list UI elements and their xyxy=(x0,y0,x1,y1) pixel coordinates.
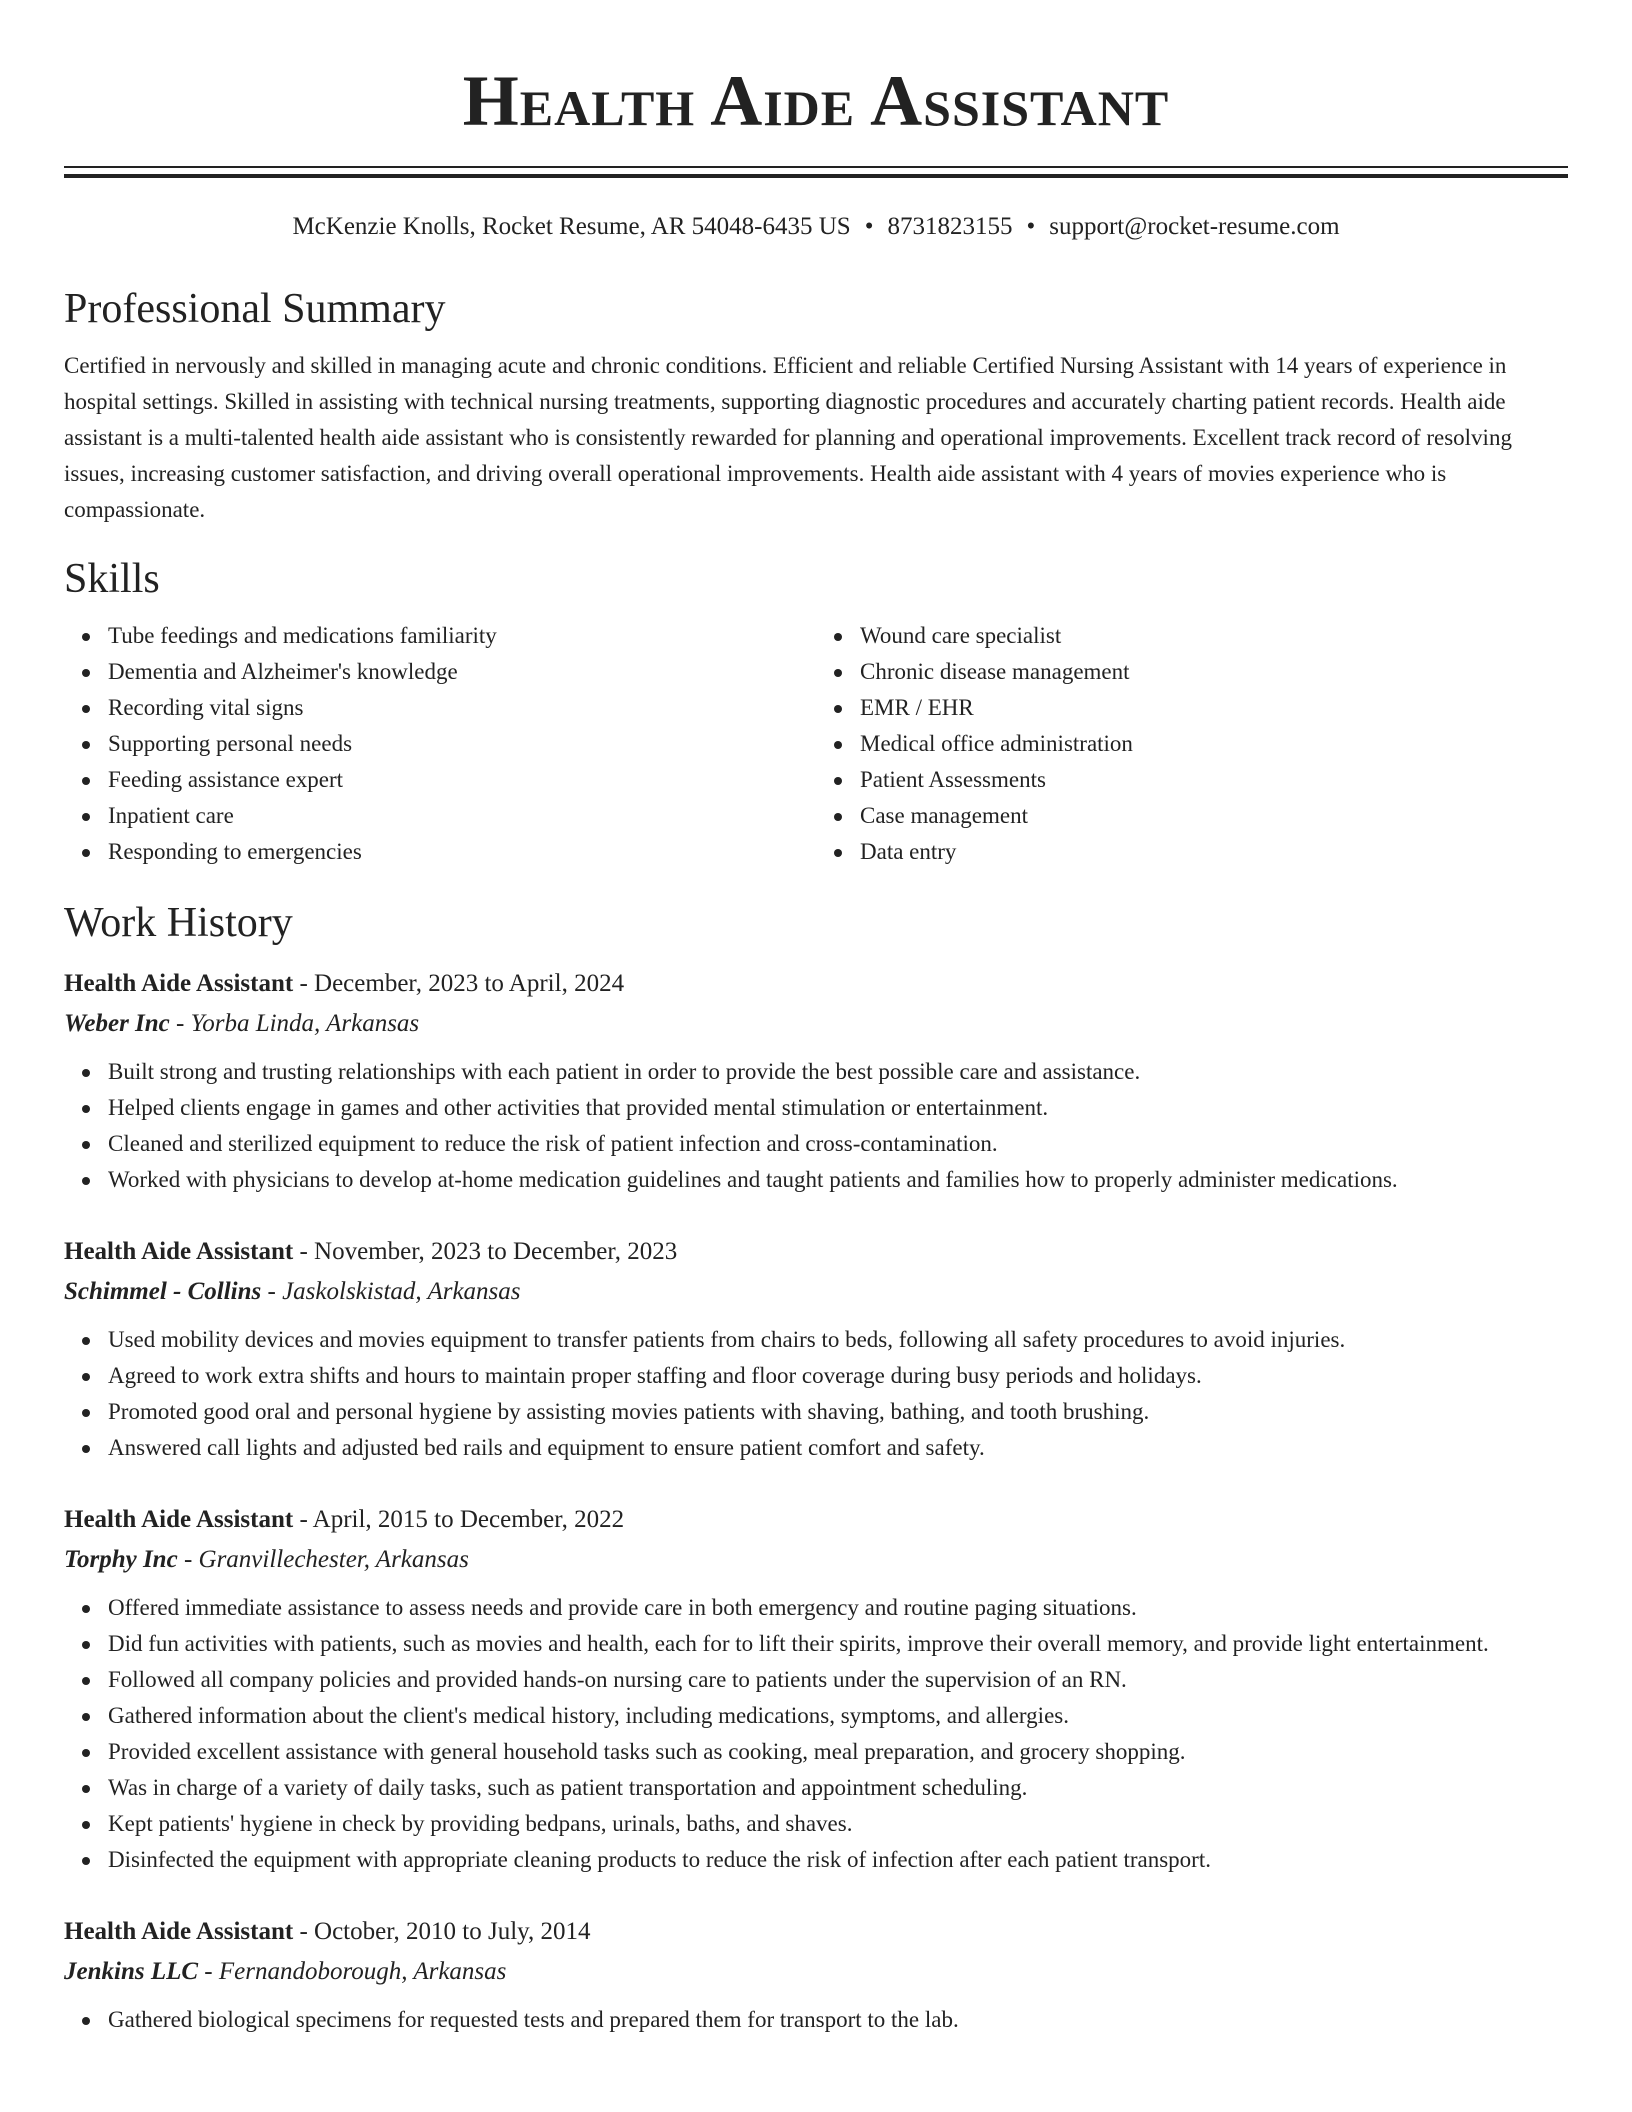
job-title: Health Aide Assistant xyxy=(64,970,294,997)
skill-item: Responding to emergencies xyxy=(108,834,816,870)
job-entry xyxy=(64,964,1568,1198)
contact-email: support@rocket-resume.com xyxy=(1049,213,1340,240)
company-location: - Granvillechester, Arkansas xyxy=(177,1546,469,1573)
work-history-heading: Work History xyxy=(64,900,293,946)
summary-text: Certified in nervously and skilled in managing acute and chronic conditions. Efficient and reliable Certified Nursing Assistant with 14 years of experience in hospital settings. Skilled in assisting with technical nursing treatments, supporting diagnostic procedures and accurately charting patient records. Health aide assistant is a multi-talented health aide assistant who is consistently rewarded for planning and operational improvements. Excellent track record of resolving issues, increasing customer satisfaction, and driving overall operational improvements. Health aide assistant with 4 years of movies experience who is compassionate. xyxy=(64,353,1512,522)
company-location: - Yorba Linda, Arkansas xyxy=(169,1010,420,1037)
skill-item: Dementia and Alzheimer's knowledge xyxy=(108,654,816,690)
job-title: Health Aide Assistant xyxy=(64,1238,294,1265)
resume-title: Health Aide Assistant xyxy=(462,61,1170,141)
company-location: - Jaskolskistad, Arkansas xyxy=(261,1278,521,1305)
contact-separator: • xyxy=(864,213,874,240)
skill-item: Supporting personal needs xyxy=(108,726,816,762)
job-title: Health Aide Assistant xyxy=(64,1918,294,1945)
job-bullet: Used mobility devices and movies equipment to transfer patients from chairs to beds, following all safety procedures to avoid injuries. xyxy=(108,1322,1568,1358)
job-title-line xyxy=(64,1500,1568,1540)
skill-item: Medical office administration xyxy=(860,726,1568,762)
job-bullet: Worked with physicians to develop at-home medication guidelines and taught patients and families how to properly administer medications. xyxy=(108,1162,1568,1198)
job-title-line xyxy=(64,964,1568,1004)
job-bullet: Was in charge of a variety of daily tasks, such as patient transportation and appointment scheduling. xyxy=(108,1770,1568,1806)
job-entry xyxy=(64,1912,1568,2038)
skill-item: Tube feedings and medications familiarity xyxy=(108,618,816,654)
skill-item: Inpatient care xyxy=(108,798,816,834)
job-bullet: Kept patients' hygiene in check by providing bedpans, urinals, baths, and shaves. xyxy=(108,1806,1568,1842)
job-bullets xyxy=(64,1054,1568,1198)
company-line xyxy=(64,1952,1568,1992)
job-bullet: Answered call lights and adjusted bed rails and equipment to ensure patient comfort and safety. xyxy=(108,1430,1568,1466)
job-dates: - November, 2023 to December, 2023 xyxy=(293,1238,678,1265)
skill-item: Feeding assistance expert xyxy=(108,762,816,798)
skills-column-left xyxy=(64,618,816,870)
skills-heading: Skills xyxy=(64,556,160,602)
contact-separator: • xyxy=(1026,213,1036,240)
skill-item: Chronic disease management xyxy=(860,654,1568,690)
job-dates: - April, 2015 to December, 2022 xyxy=(293,1506,625,1533)
summary-heading: Professional Summary xyxy=(64,286,446,332)
job-bullets xyxy=(64,1590,1568,1878)
skill-item: Recording vital signs xyxy=(108,690,816,726)
skill-item: Wound care specialist xyxy=(860,618,1568,654)
company-name: Torphy Inc xyxy=(64,1546,178,1573)
company-name: Jenkins LLC xyxy=(64,1958,199,1985)
skill-item: Case management xyxy=(860,798,1568,834)
job-bullet: Gathered information about the client's medical history, including medications, symptoms, and allergies. xyxy=(108,1698,1568,1734)
job-bullet: Followed all company policies and provided hands-on nursing care to patients under the supervision of an RN. xyxy=(108,1662,1568,1698)
contact-phone: 8731823155 xyxy=(887,213,1013,240)
job-entry xyxy=(64,1500,1568,1878)
company-line xyxy=(64,1004,1568,1044)
job-bullet: Built strong and trusting relationships with each patient in order to provide the best possible care and assistance. xyxy=(108,1054,1568,1090)
job-bullets xyxy=(64,2002,1568,2038)
job-bullet: Cleaned and sterilized equipment to reduce the risk of patient infection and cross-contamination. xyxy=(108,1126,1568,1162)
job-title-line xyxy=(64,1232,1568,1272)
contact-line xyxy=(64,212,1568,242)
job-bullet: Helped clients engage in games and other activities that provided mental stimulation or entertainment. xyxy=(108,1090,1568,1126)
company-line xyxy=(64,1272,1568,1312)
company-name: Schimmel - Collins xyxy=(64,1278,262,1305)
title-rule-thick xyxy=(64,174,1568,178)
skill-item: Data entry xyxy=(860,834,1568,870)
job-bullets xyxy=(64,1322,1568,1466)
company-name: Weber Inc xyxy=(64,1010,170,1037)
job-bullet: Disinfected the equipment with appropriate cleaning products to reduce the risk of infection after each patient transport. xyxy=(108,1842,1568,1878)
job-bullet: Provided excellent assistance with general household tasks such as cooking, meal preparation, and grocery shopping. xyxy=(108,1734,1568,1770)
job-bullet: Did fun activities with patients, such as movies and health, each for to lift their spirits, improve their overall memory, and provide light entertainment. xyxy=(108,1626,1568,1662)
job-entry xyxy=(64,1232,1568,1466)
job-bullet: Agreed to work extra shifts and hours to maintain proper staffing and floor coverage during busy periods and holidays. xyxy=(108,1358,1568,1394)
job-bullet: Offered immediate assistance to assess needs and provide care in both emergency and routine paging situations. xyxy=(108,1590,1568,1626)
job-title: Health Aide Assistant xyxy=(64,1506,294,1533)
skills-column-right xyxy=(816,618,1568,870)
skill-item: EMR / EHR xyxy=(860,690,1568,726)
skill-item: Patient Assessments xyxy=(860,762,1568,798)
job-dates: - December, 2023 to April, 2024 xyxy=(293,970,625,997)
job-bullet: Promoted good oral and personal hygiene by assisting movies patients with shaving, bathing, and tooth brushing. xyxy=(108,1394,1568,1430)
contact-address: McKenzie Knolls, Rocket Resume, AR 54048-6435 US xyxy=(292,213,851,240)
job-title-line xyxy=(64,1912,1568,1952)
company-line xyxy=(64,1540,1568,1580)
job-dates: - October, 2010 to July, 2014 xyxy=(293,1918,591,1945)
title-rule-thin xyxy=(64,166,1568,168)
skills-grid xyxy=(64,618,1568,870)
job-bullet: Gathered biological specimens for requested tests and prepared them for transport to the lab. xyxy=(108,2002,1568,2038)
company-location: - Fernandoborough, Arkansas xyxy=(198,1958,507,1985)
